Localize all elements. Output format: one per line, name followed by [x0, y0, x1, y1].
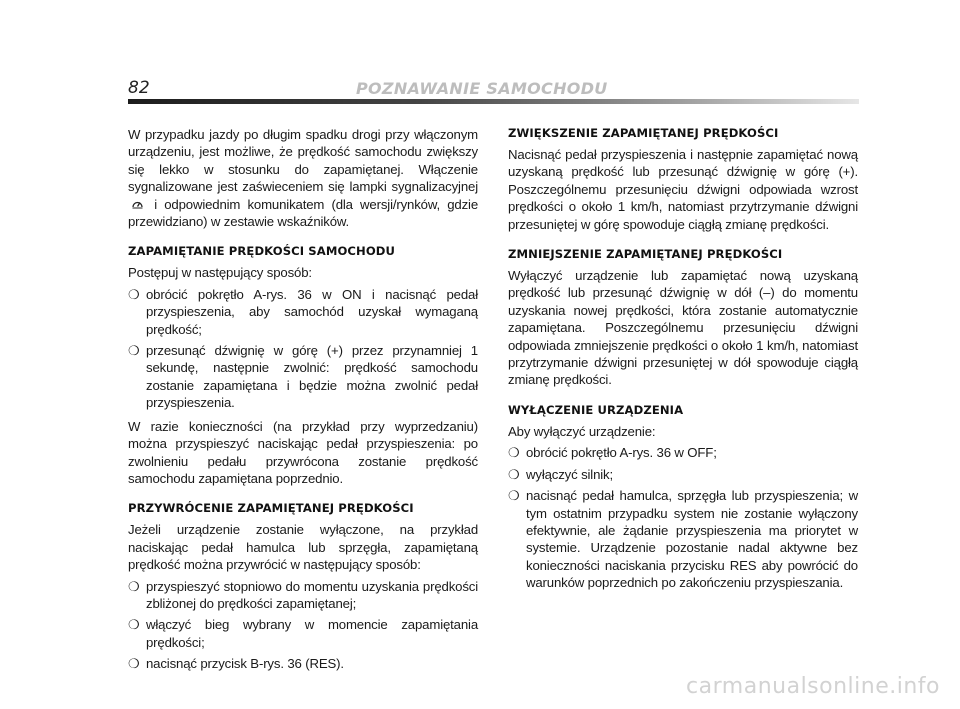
running-title: POZNAWANIE SAMOCHODU — [356, 79, 608, 98]
bullet-icon: ❍ — [128, 343, 140, 359]
bullet-icon: ❍ — [508, 488, 520, 504]
section-heading-memorize-speed: ZAPAMIĘTANIE PRĘDKOŚCI SAMOCHODU — [128, 244, 396, 259]
restore-steps-list — [128, 578, 478, 673]
section-lead: Jeżeli urządzenie zostanie wyłączone, na przykład naciskając pedał hamulca lub sprzęgła, zapamiętaną prędkość można przywrócić w następujący sposób: — [128, 522, 478, 573]
list-item: ❍ przesunąć dźwignię w górę (+) przez przynamniej 1 sekundę, następnie zwolnić: prędkość samochodu zostanie zapamiętana i będzie można zwolnić pedał przyspieszenia. — [128, 343, 478, 411]
bullet-icon: ❍ — [128, 286, 140, 302]
increase-speed-body: Nacisnąć pedał przyspieszenia i następnie zapamiętać nową uzyskaną prędkość lub przesunąć dźwignię w górę (+). Poszczególnemu przesunięciu dźwigni odpowiada wzrost prędkości o około 1 km/h, natomiast przytrzymanie dźwigni przesuniętej w górę spowoduje ciągłą zmianę prędkości. — [508, 147, 858, 232]
bullet-icon: ❍ — [508, 445, 520, 461]
list-item: ❍ wyłączyć silnik; — [508, 466, 613, 482]
bullet-icon: ❍ — [128, 617, 140, 633]
bullet-icon: ❍ — [128, 656, 140, 672]
disable-steps-list — [508, 444, 858, 591]
intro-paragraph — [128, 126, 478, 230]
intro-text-b: i odpowiednim komunikatem (dla wersji/rynków, gdzie przewidziano) w zestawie wskaźników. — [128, 196, 479, 230]
section-heading-restore-speed: PRZYWRÓCENIE ZAPAMIĘTANEJ PRĘDKOŚCI — [128, 501, 414, 516]
list-item: ❍ włączyć bieg wybrany w momencie zapamiętania prędkości; — [128, 617, 478, 650]
page-number: 82 — [128, 78, 150, 98]
section-lead: Aby wyłączyć urządzenie: — [508, 423, 656, 439]
list-item: ❍ obrócić pokrętło A-rys. 36 w ON i nacisnąć pedał przyspieszenia, aby samochód uzyskał wymaganą prędkość; — [128, 286, 478, 337]
list-item: ❍ obrócić pokrętło A-rys. 36 w OFF; — [508, 445, 717, 461]
memorize-steps-list — [128, 286, 478, 412]
decrease-speed-body: Wyłączyć urządzenie lub zapamiętać nową uzyskaną prędkość lub przesunąć dźwignię w dół (–) do momentu uzyskania nowej prędkości, która zostanie automatycznie zapamiętana. Poszczególnemu przesunięciu dźwigni odpowiada zmniejszenie prędkości o około 1 km/h, natomiast przytrzymanie dźwigni przesuniętej w dół spowoduje ciągłą zmianę prędkości. — [508, 268, 858, 388]
bullet-icon: ❍ — [508, 466, 520, 482]
list-item: ❍ przyspieszyć stopniowo do momentu uzyskania prędkości zbliżonej do prędkości zapamiętanej; — [128, 578, 478, 611]
section-heading-disable-device: WYŁĄCZENIE URZĄDZENIA — [508, 402, 684, 417]
right-column — [508, 126, 858, 598]
cruise-control-lamp-icon — [131, 196, 144, 213]
left-column — [128, 126, 478, 679]
header-rule — [128, 99, 859, 104]
section-heading-increase-speed: ZWIĘKSZENIE ZAPAMIĘTANEJ PRĘDKOŚCI — [508, 126, 779, 140]
watermark: carmanualsonline.info — [686, 674, 940, 699]
section-heading-decrease-speed: ZMNIEJSZENIE ZAPAMIĘTANEJ PRĘDKOŚCI — [508, 247, 783, 262]
intro-text-a: W przypadku jazdy po długim spadku drogi przy włączonym urządzeniu, jest możliwe, że prędkość samochodu zwiększy się lekko w stosunku do zapamiętanej. Włączenie sygnalizowane jest zaświeceniem się lampki sygnalizacyjnej — [128, 127, 478, 195]
bullet-icon: ❍ — [128, 578, 140, 594]
overtake-note: W razie konieczności (na przykład przy wyprzedzaniu) można przyspieszyć naciskając pedał przyspieszenia: po zwolnieniu pedału przywrócona zostanie prędkość samochodu zapamiętana poprzednio. — [128, 418, 478, 486]
section-lead: Postępuj w następujący sposób: — [128, 265, 312, 281]
list-item: ❍ nacisnąć pedał hamulca, sprzęgła lub przyspieszenia; w tym ostatnim przypadku system nie zostanie wyłączony efektywnie, ale żądanie przyspieszenia ma priorytet w systemie. Urządzenie pozostanie nadal aktywne bez konieczności naciskania przycisku RES aby powrócić do warunków poprzednich po zakończeniu przyspieszania. — [508, 488, 858, 591]
list-item: ❍ nacisnąć przycisk B-rys. 36 (RES). — [128, 656, 344, 672]
